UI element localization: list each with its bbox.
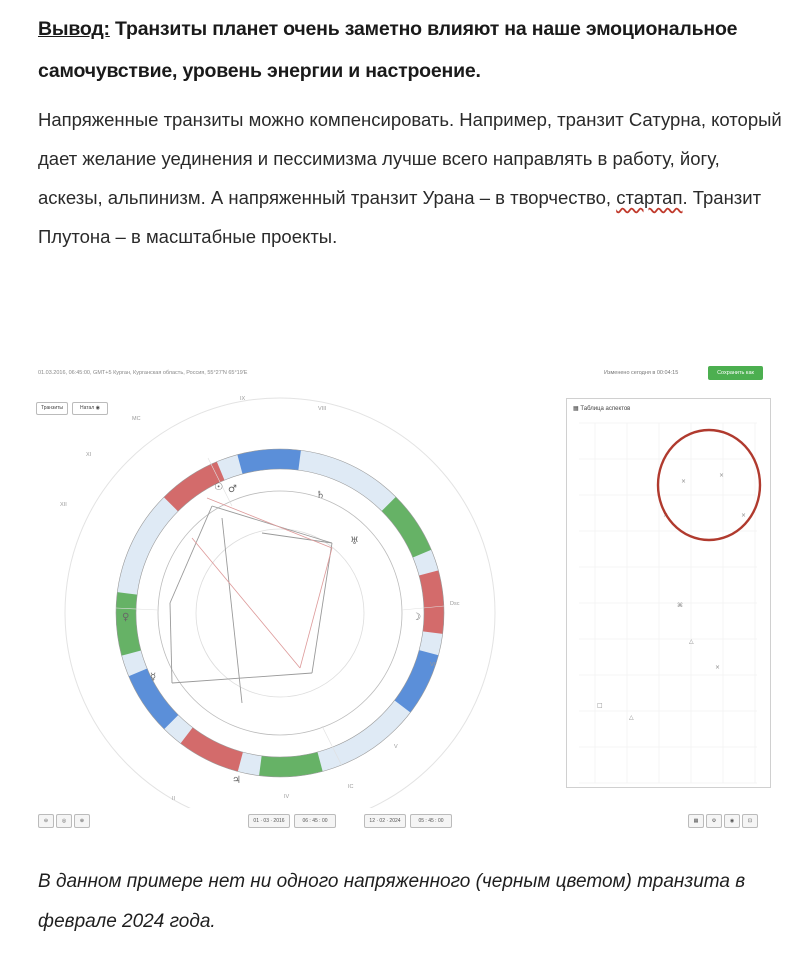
mercury-icon: ☿: [150, 672, 157, 683]
ic-label: IC: [348, 784, 354, 790]
aspect-mark: ×: [663, 512, 669, 519]
mars-icon: ♂: [228, 484, 237, 495]
eye-icon: ◉: [95, 405, 100, 411]
chart-wheel: [60, 395, 498, 808]
wheel-view-button[interactable]: [56, 814, 72, 828]
house-label-iv: IV: [284, 794, 290, 800]
paragraph-text-2: . Транзит Плутона – в масштабные проекты.: [38, 187, 762, 247]
house-label-xii: XII: [60, 502, 67, 508]
aspect-mark: ⌘: [677, 602, 683, 609]
jupiter-icon: ♃: [232, 775, 241, 786]
house-label-v: V: [394, 744, 398, 750]
aspect-line: [172, 673, 312, 683]
conclusion-label: Вывод:: [38, 18, 110, 40]
chart-info-line: 01.03.2016, 06:45:00, GMT+5 Курган, Курганская область, Россия, 55°27'N 65°19'E: [38, 370, 248, 376]
aspect-marks: [597, 472, 746, 721]
aspect-line: [192, 538, 300, 668]
natal-time-field[interactable]: 06 : 45 : 00: [294, 814, 336, 828]
zoom-out-icon: ⊖: [43, 818, 49, 824]
zoom-in-button[interactable]: [74, 814, 90, 828]
spellcheck-word: стартап: [616, 187, 683, 208]
saturn-icon: ♄: [316, 490, 325, 501]
house-label-vi: VI: [430, 662, 436, 668]
aspect-line: [207, 498, 332, 548]
mc-label: MC: [132, 416, 141, 422]
inner-circle: [196, 529, 364, 697]
hand-drawn-circle: [658, 430, 760, 540]
wheel-icon: ◎: [61, 818, 67, 824]
venus-icon: ♀: [122, 612, 130, 623]
transit-date-field[interactable]: 12 · 02 · 2024: [364, 814, 406, 828]
natal-date-field[interactable]: 01 · 03 · 2016: [248, 814, 290, 828]
record-icon: ◉: [729, 818, 735, 824]
table-icon: ▦: [693, 818, 699, 824]
natal-button-label: Натал: [80, 405, 95, 411]
aspect-line: [222, 518, 242, 703]
aspect-mark: ×: [741, 512, 747, 519]
save-as-button[interactable]: Сохранить как: [708, 366, 763, 380]
aspect-grid: [567, 399, 770, 787]
zoom-in-icon: ⊕: [79, 818, 85, 824]
conclusion: [38, 8, 788, 92]
astro-app-screenshot: [32, 358, 780, 843]
transit-aspect-lines: [192, 498, 332, 668]
grid-view-button[interactable]: [688, 814, 704, 828]
uranus-icon: ♅: [350, 536, 359, 547]
record-button[interactable]: [724, 814, 740, 828]
sun-icon: ☉: [214, 482, 223, 493]
grid-icon: ▦: [573, 406, 579, 412]
aspect-mark: △: [689, 638, 694, 645]
zoom-out-button[interactable]: [38, 814, 54, 828]
aspect-mark: ×: [715, 664, 721, 671]
zodiac-ring: [62, 395, 498, 808]
aspect-mark: ×: [681, 478, 687, 485]
gear-icon: ⚙: [711, 818, 717, 824]
conclusion-text: Транзиты планет очень заметно влияют на наше эмоциональное самочувствие, уровень энергии и настроение.: [38, 18, 738, 82]
closing-paragraph: В данном примере нет ни одного напряженного (черным цветом) транзита в феврале 2024 года.: [38, 871, 746, 932]
moon-icon: ☽: [412, 612, 421, 623]
export-icon: ⊡: [747, 818, 753, 824]
aspect-line: [212, 506, 332, 543]
house-label-xi: XI: [86, 452, 92, 458]
house-label-ix: IX: [240, 396, 246, 402]
aspect-line: [262, 533, 332, 543]
natal-chart: [32, 358, 562, 808]
bottom-toolbar: [32, 810, 780, 832]
aspect-mark: □: [597, 702, 603, 709]
dsc-label: Dsc: [450, 601, 460, 607]
export-button[interactable]: [742, 814, 758, 828]
aspect-line: [170, 603, 172, 683]
paragraph-text-1: Напряженные транзиты можно компенсировать. Например, транзит Сатурна, который дает желание уединения и пессимизма лучше всего направлять в работу, йогу, аскезы, альпинизм. А напряженный транзит Урана – в творчество,: [38, 109, 782, 208]
aspect-lines: [170, 506, 332, 703]
modified-status: Изменено сегодня в 00:04:15: [604, 370, 679, 376]
aspect-table-panel: [566, 398, 771, 788]
aspect-table-title-text: Таблица аспектов: [580, 406, 631, 412]
transit-time-field[interactable]: 05 : 45 : 00: [410, 814, 452, 828]
aspect-mark: △: [629, 714, 634, 721]
zodiac-ring-inner-edge: [136, 469, 424, 757]
aspect-mark: ×: [719, 472, 725, 479]
aspect-line: [312, 543, 332, 673]
settings-button[interactable]: [706, 814, 722, 828]
house-label-ii: II: [172, 796, 176, 802]
aspect-line: [300, 548, 332, 668]
house-label-viii: VIII: [318, 406, 327, 412]
paragraph: [38, 100, 788, 256]
transits-button[interactable]: Транзиты: [36, 402, 68, 415]
grid-lines: [579, 423, 757, 783]
